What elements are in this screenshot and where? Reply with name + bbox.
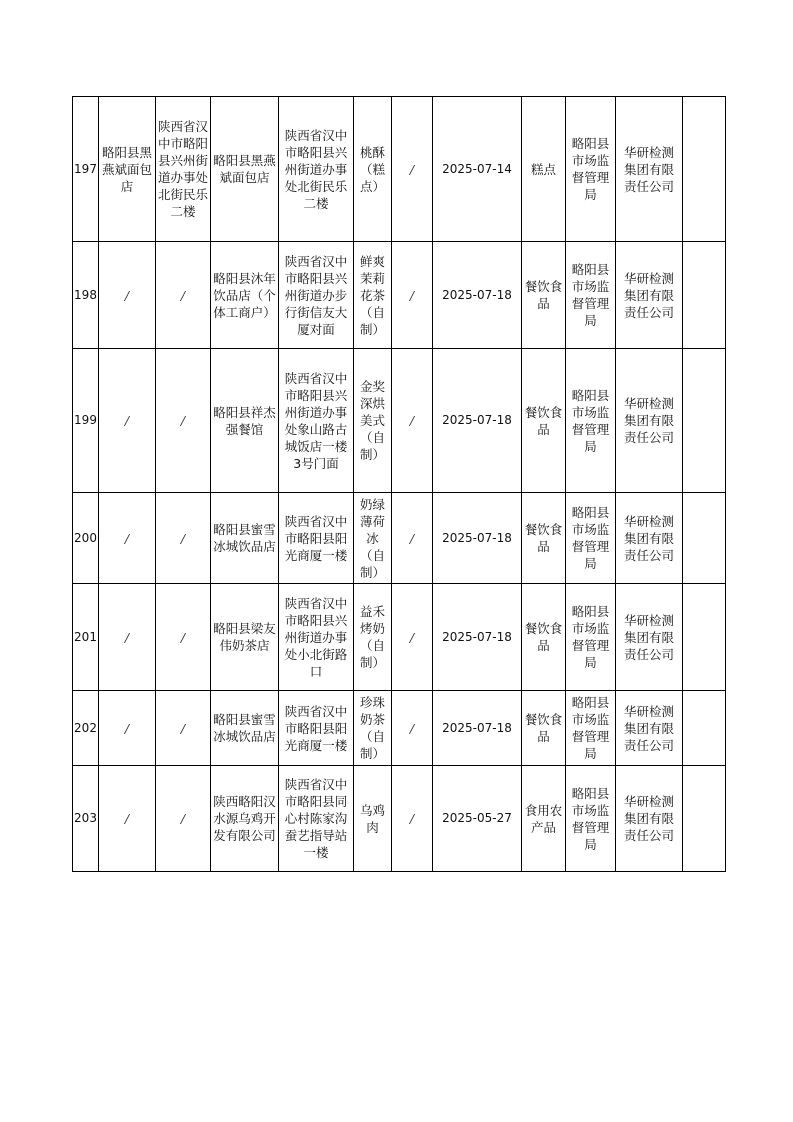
specification-cell: /	[392, 584, 433, 691]
producer-address-cell: /	[156, 493, 211, 584]
testing-lab-cell: 华研检测集团有限责任公司	[616, 584, 683, 691]
seller-name-cell: 略阳县祥杰强餐馆	[211, 349, 279, 493]
production-date-cell: 2025-07-18	[433, 349, 522, 493]
row-number-cell: 201	[73, 584, 99, 691]
producer-address-cell: /	[156, 766, 211, 872]
remarks-cell	[683, 97, 726, 242]
producer-address-cell: /	[156, 242, 211, 349]
table-row	[73, 766, 726, 872]
testing-lab-cell: 华研检测集团有限责任公司	[616, 242, 683, 349]
remarks-cell	[683, 691, 726, 766]
row-number-cell: 197	[73, 97, 99, 242]
food-category-cell: 餐饮食品	[522, 349, 566, 493]
producer-name-cell: /	[99, 349, 156, 493]
food-name-cell: 乌鸡肉	[354, 766, 392, 872]
food-name-cell: 珍珠奶茶（自制）	[354, 691, 392, 766]
sampling-agency-cell: 略阳县市场监督管理局	[566, 766, 616, 872]
seller-address-cell: 陕西省汉中市略阳县兴州街道办事处北街民乐二楼	[279, 97, 354, 242]
specification-cell: /	[392, 493, 433, 584]
specification-cell: /	[392, 242, 433, 349]
seller-name-cell: 略阳县梁友伟奶茶店	[211, 584, 279, 691]
testing-lab-cell: 华研检测集团有限责任公司	[616, 97, 683, 242]
testing-lab-cell: 华研检测集团有限责任公司	[616, 493, 683, 584]
seller-address-cell: 陕西省汉中市略阳县阳光商厦一楼	[279, 493, 354, 584]
food-category-cell: 食用农产品	[522, 766, 566, 872]
table-row	[73, 242, 726, 349]
testing-lab-cell: 华研检测集团有限责任公司	[616, 691, 683, 766]
production-date-cell: 2025-07-18	[433, 691, 522, 766]
remarks-cell	[683, 766, 726, 872]
specification-cell: /	[392, 349, 433, 493]
remarks-cell	[683, 242, 726, 349]
seller-name-cell: 略阳县黑燕斌面包店	[211, 97, 279, 242]
producer-name-cell: /	[99, 493, 156, 584]
food-name-cell: 奶绿薄荷冰（自制）	[354, 493, 392, 584]
table-row	[73, 691, 726, 766]
producer-name-cell: /	[99, 242, 156, 349]
seller-address-cell: 陕西省汉中市略阳县同心村陈家沟蚕艺指导站一楼	[279, 766, 354, 872]
seller-address-cell: 陕西省汉中市略阳县阳光商厦一楼	[279, 691, 354, 766]
table-row	[73, 584, 726, 691]
food-category-cell: 餐饮食品	[522, 584, 566, 691]
table-row	[73, 349, 726, 493]
food-name-cell: 鲜爽茉莉花茶（自制）	[354, 242, 392, 349]
specification-cell: /	[392, 97, 433, 242]
testing-lab-cell: 华研检测集团有限责任公司	[616, 766, 683, 872]
table-row	[73, 493, 726, 584]
specification-cell: /	[392, 766, 433, 872]
producer-address-cell: 陕西省汉中市略阳县兴州街道办事处北街民乐二楼	[156, 97, 211, 242]
producer-address-cell: /	[156, 349, 211, 493]
production-date-cell: 2025-07-14	[433, 97, 522, 242]
testing-lab-cell: 华研检测集团有限责任公司	[616, 349, 683, 493]
seller-name-cell: 略阳县沐年饮品店（个体工商户）	[211, 242, 279, 349]
row-number-cell: 200	[73, 493, 99, 584]
producer-address-cell: /	[156, 584, 211, 691]
sampling-agency-cell: 略阳县市场监督管理局	[566, 97, 616, 242]
producer-name-cell: /	[99, 766, 156, 872]
food-name-cell: 益禾烤奶（自制）	[354, 584, 392, 691]
production-date-cell: 2025-07-18	[433, 584, 522, 691]
food-category-cell: 糕点	[522, 97, 566, 242]
sampling-agency-cell: 略阳县市场监督管理局	[566, 584, 616, 691]
sampling-agency-cell: 略阳县市场监督管理局	[566, 493, 616, 584]
food-category-cell: 餐饮食品	[522, 242, 566, 349]
producer-name-cell: 略阳县黑燕斌面包店	[99, 97, 156, 242]
table-row	[73, 97, 726, 242]
remarks-cell	[683, 349, 726, 493]
producer-name-cell: /	[99, 584, 156, 691]
production-date-cell: 2025-07-18	[433, 242, 522, 349]
sampling-agency-cell: 略阳县市场监督管理局	[566, 242, 616, 349]
producer-address-cell: /	[156, 691, 211, 766]
seller-address-cell: 陕西省汉中市略阳县兴州街道办事处象山路古城饭店一楼3号门面	[279, 349, 354, 493]
food-name-cell: 金奖深烘美式（自制）	[354, 349, 392, 493]
specification-cell: /	[392, 691, 433, 766]
sampling-results-table	[72, 96, 726, 872]
seller-name-cell: 陕西略阳汉水源乌鸡开发有限公司	[211, 766, 279, 872]
food-category-cell: 餐饮食品	[522, 691, 566, 766]
seller-name-cell: 略阳县蜜雪冰城饮品店	[211, 493, 279, 584]
seller-address-cell: 陕西省汉中市略阳县兴州街道办事处小北街路口	[279, 584, 354, 691]
row-number-cell: 199	[73, 349, 99, 493]
row-number-cell: 198	[73, 242, 99, 349]
remarks-cell	[683, 584, 726, 691]
seller-name-cell: 略阳县蜜雪冰城饮品店	[211, 691, 279, 766]
food-category-cell: 餐饮食品	[522, 493, 566, 584]
production-date-cell: 2025-05-27	[433, 766, 522, 872]
production-date-cell: 2025-07-18	[433, 493, 522, 584]
seller-address-cell: 陕西省汉中市略阳县兴州街道办步行街信友大厦对面	[279, 242, 354, 349]
sampling-agency-cell: 略阳县市场监督管理局	[566, 691, 616, 766]
producer-name-cell: /	[99, 691, 156, 766]
remarks-cell	[683, 493, 726, 584]
food-name-cell: 桃酥（糕点）	[354, 97, 392, 242]
row-number-cell: 202	[73, 691, 99, 766]
sampling-agency-cell: 略阳县市场监督管理局	[566, 349, 616, 493]
table-body	[73, 97, 726, 872]
row-number-cell: 203	[73, 766, 99, 872]
